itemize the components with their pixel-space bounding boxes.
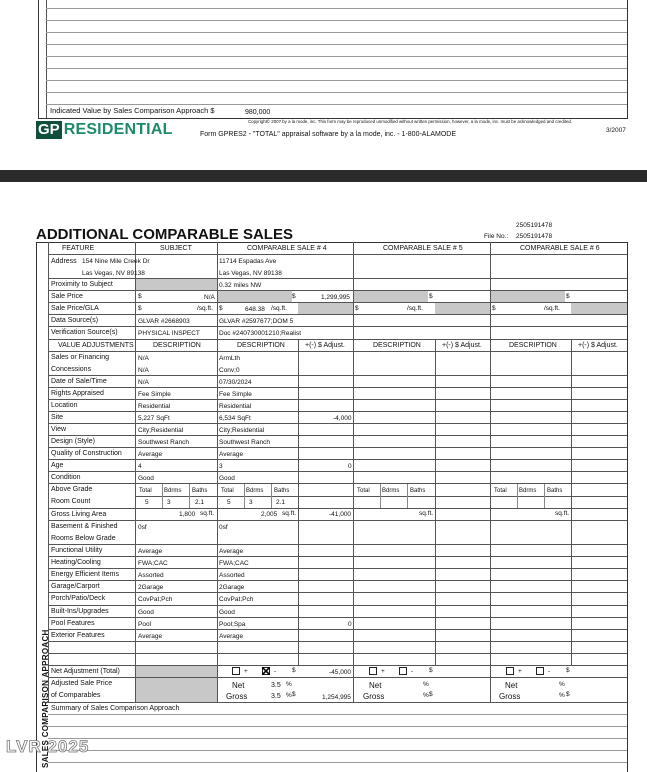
subject-cell: CovPat;Pch (138, 596, 173, 603)
comp4-adjust-header: +(-) $ Adjust. (305, 342, 345, 349)
subject-cell: Residential (138, 403, 171, 410)
label-proximity: Proximity to Subject (51, 281, 113, 288)
comp5-gla-dollar: $ (355, 305, 359, 312)
grid-hline (48, 520, 627, 521)
comp4-sale-price: 1,299,995 (321, 294, 350, 301)
grid-hline (48, 254, 627, 255)
top-frame-right (627, 0, 628, 118)
comp4-minus-label: - (274, 668, 277, 675)
grid-hline (48, 447, 627, 448)
subject-cell: Fee Simple (138, 391, 171, 398)
subject-address2: Las Vegas, NV 89138 (82, 270, 145, 277)
comp6-net-dollar: $ (566, 667, 570, 674)
comp4-gla: 2,005 (261, 511, 278, 518)
comp4-baths-label: Baths (274, 488, 290, 494)
subject-gla: 1,800 (179, 511, 196, 518)
comp4-gla-sqft: sq.ft. (282, 510, 297, 517)
comp4-cell: Pool;Spa (219, 621, 246, 628)
grid-vline (217, 242, 218, 702)
subject-cell: N/A (138, 355, 149, 362)
subject-proximity-shade (135, 279, 217, 290)
comp6-total-label: Total (494, 488, 507, 494)
grid-hline (48, 702, 627, 703)
form-line: Form GPRES2 - "TOTAL" appraisal software by a la mode, inc. - 1-800-ALAMODE (200, 131, 457, 138)
summary-rule (48, 762, 627, 763)
subject-cell: Good (138, 609, 154, 616)
comp4-adj-cell: -4,000 (333, 415, 352, 422)
comp4-cell: Southwest Ranch (219, 439, 270, 446)
top-rule (46, 68, 627, 69)
comp6-sale-shade (490, 291, 565, 302)
col-comp4: COMPARABLE SALE # 4 (247, 245, 327, 252)
row-label: Pool Features (51, 620, 95, 627)
comp5-gla-sqft: sq.ft. (419, 510, 434, 517)
top-rule (46, 92, 627, 93)
room-sub-divider (407, 484, 408, 508)
comp5-plus-checkbox[interactable] (369, 667, 377, 675)
comp4-cell: 2Garage (219, 584, 245, 591)
watermark: LVR 2025 (6, 737, 90, 756)
grid-hline (48, 302, 627, 303)
comp4-cell: Fee Simple (219, 391, 252, 398)
comp6-gla-shade (571, 303, 627, 314)
room-sub-divider (517, 484, 518, 508)
subject-room-bdrms: 3 (167, 499, 171, 506)
subject-gla-dollar: $ (138, 305, 142, 312)
row-label: Gross Living Area (51, 511, 107, 518)
grid-hline (48, 411, 627, 412)
room-sub-divider (380, 484, 381, 508)
comp4-cell: Residential (219, 403, 252, 410)
comp4-gla-dollar: $ (219, 305, 223, 312)
label-net-adjustment: Net Adjustment (Total) (51, 668, 120, 675)
row-label: Age (51, 462, 64, 469)
comp6-net-pct-sign: % (559, 681, 565, 688)
subject-cell: 5,227 SqFt (138, 415, 170, 422)
file-no-label: File No.: (484, 233, 509, 240)
comp4-address1: 11714 Espadas Ave (219, 258, 277, 265)
logo-residential: RESIDENTIAL (63, 121, 173, 138)
comp4-address2: Las Vegas, NV 89138 (219, 270, 282, 277)
comp4-cell: ArmLth (219, 355, 240, 362)
grid-hline (48, 568, 627, 569)
comp6-bdrms-label: Bdrms (519, 488, 537, 494)
comp4-data-source: GLVAR #2597677;DOM 5 (219, 318, 294, 325)
comp4-gross-pct: 3.5 (271, 693, 281, 700)
grid-hline (48, 617, 627, 618)
top-frame-inner-left (46, 0, 47, 118)
row-label: Site (51, 414, 64, 421)
subject-cell: Good (138, 475, 154, 482)
row-label: Garage/Carport (51, 583, 100, 590)
comp5-bdrms-label: Bdrms (382, 488, 400, 494)
grid-hline (135, 496, 627, 497)
col-comp5: COMPARABLE SALE # 5 (383, 245, 463, 252)
grid-hline (48, 629, 627, 630)
summary-rule (48, 738, 627, 739)
comp4-proximity: 0.32 miles NW (219, 282, 262, 289)
comp6-adj-dollar: $ (566, 691, 570, 698)
comp6-net-label: Net (505, 681, 518, 690)
comp4-room-baths: 2.1 (276, 499, 286, 506)
room-sub-divider (189, 484, 190, 508)
comp4-cell: 0sf (219, 524, 228, 531)
row-label: Condition (51, 474, 81, 481)
grid-hline (48, 471, 627, 472)
comp4-net-label: Net (232, 681, 245, 690)
comp4-cell: Conv;0 (219, 367, 240, 374)
comp6-minus-checkbox[interactable] (536, 667, 544, 675)
form-date: 3/2007 (606, 127, 626, 134)
grid-hline (48, 339, 627, 340)
comp4-cell: Assorted (219, 572, 245, 579)
comp6-gross-label: Gross (499, 692, 521, 701)
subject-room-baths: 2.1 (195, 499, 205, 506)
comp4-room-total: 5 (227, 499, 231, 506)
comp4-desc-header: DESCRIPTION (237, 342, 285, 349)
comp4-cell: FWA;CAC (219, 560, 249, 567)
comp6-gla-sqft: sq.ft. (555, 510, 570, 517)
comp4-cell: Average (219, 451, 244, 458)
comp5-net-label: Net (369, 681, 382, 690)
grid-hline (48, 653, 627, 654)
comp4-cell: 3 (219, 463, 223, 470)
grid-hline (48, 508, 627, 509)
subject-cell: Pool (138, 621, 152, 628)
top-rule (46, 20, 627, 21)
page-separator (0, 170, 647, 182)
comp4-cell: 07/30/2024 (219, 379, 252, 386)
check-x-icon (262, 667, 270, 675)
copyright-text: Copyright© 2007 by a la mode, inc. This form may be reproduced unmodified without written permission, however, a la mode, inc. must be acknowledged and credited. (248, 119, 573, 124)
comp4-room-bdrms: 3 (249, 499, 253, 506)
subject-gla-unit: /sq.ft. (197, 305, 213, 312)
comp5-desc-header: DESCRIPTION (373, 342, 421, 349)
comp4-cell: Good (219, 609, 235, 616)
comp6-gla-unit: /sq.ft. (544, 305, 560, 312)
subject-cell: Average (138, 633, 163, 640)
comp5-minus-checkbox[interactable] (399, 667, 407, 675)
col-comp6: COMPARABLE SALE # 6 (520, 245, 600, 252)
label-value-adjustments: VALUE ADJUSTMENTS (58, 342, 134, 349)
grid-hline (48, 278, 627, 279)
subject-price-dollar: $ (138, 293, 142, 300)
top-rule (46, 56, 627, 57)
comp5-total-label: Total (357, 488, 370, 494)
grid-hline (48, 314, 627, 315)
subject-cell: N/A (138, 367, 149, 374)
row-label: Room Count (51, 498, 91, 505)
row-label: View (51, 426, 67, 433)
comp4-net-pct: 3.5 (271, 682, 281, 689)
top-rule (46, 80, 627, 81)
page-title: ADDITIONAL COMPARABLE SALES (36, 226, 293, 243)
grid-hline (48, 435, 627, 436)
row-label: Energy Efficient Items (51, 571, 119, 578)
room-sub-divider (544, 484, 545, 508)
comp4-sale-shade (217, 291, 292, 302)
grid-hline (48, 399, 627, 400)
comp6-desc-header: DESCRIPTION (509, 342, 557, 349)
comp4-cell: Average (219, 548, 244, 555)
comp5-net-dollar: $ (429, 667, 433, 674)
file-number-top: 2505191478 (516, 222, 553, 229)
comp4-cell: 6,534 SqFt (219, 415, 251, 422)
grid-hline (48, 580, 627, 581)
comp5-minus-label: - (411, 668, 414, 675)
comp4-net-pct-sign: % (286, 681, 292, 688)
comp6-baths-label: Baths (547, 488, 563, 494)
subject-gla-sqft: sq.ft. (200, 510, 215, 517)
subject-data-source: GLVAR #2668903 (138, 318, 190, 325)
summary-label: Summary of Sales Comparison Approach (51, 705, 180, 712)
top-frame-left (38, 0, 39, 118)
indicated-value: 980,000 (245, 109, 271, 116)
comp4-plus-label: + (244, 668, 248, 675)
label-sale-price-gla: Sale Price/GLA (51, 305, 99, 312)
top-rule (46, 44, 627, 45)
col-feature: FEATURE (62, 245, 95, 252)
comp4-price-dollar: $ (292, 293, 296, 300)
comp4-plus-checkbox[interactable] (232, 667, 240, 675)
row-label: Functional Utility (51, 547, 103, 554)
grid-hline (48, 544, 627, 545)
grid-hline (48, 326, 627, 327)
comp4-adj-cell: 0 (348, 621, 352, 628)
row-label: Above Grade (51, 486, 93, 493)
row-label: Sales or Financing (51, 354, 109, 361)
comp5-gross-label: Gross (363, 692, 385, 701)
grid-hline (48, 387, 627, 388)
comp4-cell: City;Residential (219, 427, 265, 434)
comp6-adjust-header: +(-) $ Adjust. (578, 342, 618, 349)
grid-vline (490, 242, 491, 702)
comp4-verification: Doc #240730001210;Realist (219, 330, 302, 337)
row-label: Location (51, 402, 78, 409)
subject-net-shade (135, 665, 217, 702)
comp5-plus-label: + (381, 668, 385, 675)
subject-sale-price: N/A (204, 294, 215, 301)
comp5-adj-dollar: $ (429, 691, 433, 698)
col-subject: SUBJECT (160, 245, 192, 252)
comp6-gla-dollar: $ (492, 305, 496, 312)
comp6-price-dollar: $ (566, 293, 570, 300)
comp5-net-pct-sign: % (423, 681, 429, 688)
comp5-gross-pct-sign: % (423, 692, 429, 699)
grid-hline (48, 375, 627, 376)
top-rule (46, 32, 627, 33)
subject-cell: Average (138, 548, 163, 555)
grid-vline (135, 242, 136, 702)
label-verification: Verification Source(s) (51, 329, 118, 336)
summary-rule (48, 714, 627, 715)
grid-hline (48, 423, 627, 424)
row-label: Concessions (51, 366, 92, 373)
gp-residential-logo (36, 121, 173, 139)
comp4-minus-checkbox[interactable] (262, 667, 270, 675)
row-label: Rooms Below Grade (51, 535, 116, 542)
top-rule (46, 8, 627, 9)
subject-cell: 2Garage (138, 584, 164, 591)
room-sub-divider (244, 484, 245, 508)
comp6-plus-label: + (518, 668, 522, 675)
comp5-gla-unit: /sq.ft. (407, 305, 423, 312)
grid-hline (48, 677, 627, 678)
comparables-grid-frame (36, 242, 628, 772)
row-label: Quality of Construction (51, 450, 122, 457)
comp5-sale-shade (353, 291, 428, 302)
top-rule (46, 104, 627, 105)
row-label: Date of Sale/Time (51, 378, 107, 385)
label-adjusted-sale-2: of Comparables (51, 692, 101, 699)
comp4-cell: CovPat;Pch (219, 596, 254, 603)
grid-hline (48, 290, 627, 291)
grid-hline (48, 605, 627, 606)
label-data-sources: Data Source(s) (51, 317, 99, 324)
grid-vline (353, 242, 354, 702)
room-sub-divider (271, 484, 272, 508)
comp4-gross-label: Gross (226, 692, 248, 701)
comp4-adjusted-price: 1,254,995 (322, 694, 351, 701)
grid-hline (48, 592, 627, 593)
row-label: Heating/Cooling (51, 559, 101, 566)
comp4-gross-pct-sign: % (286, 692, 292, 699)
comp6-minus-label: - (548, 668, 551, 675)
room-sub-divider (162, 484, 163, 508)
row-label: Design (Style) (51, 438, 95, 445)
comp4-net-adj: -45,000 (329, 669, 352, 676)
label-address: Address (51, 258, 77, 265)
comp4-bdrms-label: Bdrms (246, 488, 264, 494)
subject-cell: N/A (138, 379, 149, 386)
subject-total-label: Total (139, 488, 152, 494)
grid-hline (48, 459, 627, 460)
grid-hline (48, 641, 627, 642)
comp4-adj-cell: 0 (348, 463, 352, 470)
comp5-baths-label: Baths (410, 488, 426, 494)
subject-cell: 4 (138, 463, 142, 470)
comp5-price-dollar: $ (429, 293, 433, 300)
comp4-gla-unit: /sq.ft. (271, 305, 287, 312)
subject-cell: City;Residential (138, 427, 184, 434)
subject-address1: 154 Nine Mile Creek Dr (82, 258, 150, 265)
comp6-plus-checkbox[interactable] (506, 667, 514, 675)
indicated-value-label: Indicated Value by Sales Comparison Approach $ (50, 106, 215, 115)
comp4-gla-adj: -41,000 (329, 511, 352, 518)
subject-cell: Average (138, 451, 163, 458)
subject-cell: Southwest Ranch (138, 439, 189, 446)
row-label: Rights Appraised (51, 390, 104, 397)
subject-room-total: 5 (145, 499, 149, 506)
comp4-net-dollar: $ (292, 667, 296, 674)
side-label: SALES COMPARISON APPROACH (41, 629, 50, 768)
summary-rule (48, 750, 627, 751)
row-label: Porch/Patio/Deck (51, 595, 106, 602)
grid-hline (48, 556, 627, 557)
grid-hline (48, 483, 627, 484)
comp4-adj-dollar: $ (292, 691, 296, 698)
grid-hline (48, 351, 627, 352)
label-sale-price: Sale Price (51, 293, 83, 300)
comp4-cell: Good (219, 475, 235, 482)
subject-desc-header: DESCRIPTION (153, 342, 201, 349)
file-number: 2505191478 (516, 233, 553, 240)
grid-hline (48, 665, 627, 666)
comp4-total-label: Total (221, 488, 234, 494)
comp4-price-gla: 648.38 (245, 306, 265, 313)
subject-cell: Assorted (138, 572, 164, 579)
comp4-gla-shade (298, 303, 353, 314)
subject-cell: 0sf (138, 524, 147, 531)
subject-cell: FWA;CAC (138, 560, 168, 567)
subject-verification: PHYSICAL INSPECT (138, 330, 200, 337)
subject-baths-label: Baths (192, 488, 208, 494)
comp4-cell: Average (219, 633, 244, 640)
summary-rule (48, 726, 627, 727)
comp6-gross-pct-sign: % (559, 692, 565, 699)
row-label: Basement & Finished (51, 523, 118, 530)
row-label: Built-Ins/Upgrades (51, 608, 109, 615)
subject-bdrms-label: Bdrms (164, 488, 182, 494)
label-adjusted-sale-1: Adjusted Sale Price (51, 680, 113, 687)
comp5-adjust-header: +(-) $ Adjust. (442, 342, 482, 349)
comp5-gla-shade (435, 303, 490, 314)
logo-gp: GP (38, 121, 60, 138)
row-label: Exterior Features (51, 632, 105, 639)
